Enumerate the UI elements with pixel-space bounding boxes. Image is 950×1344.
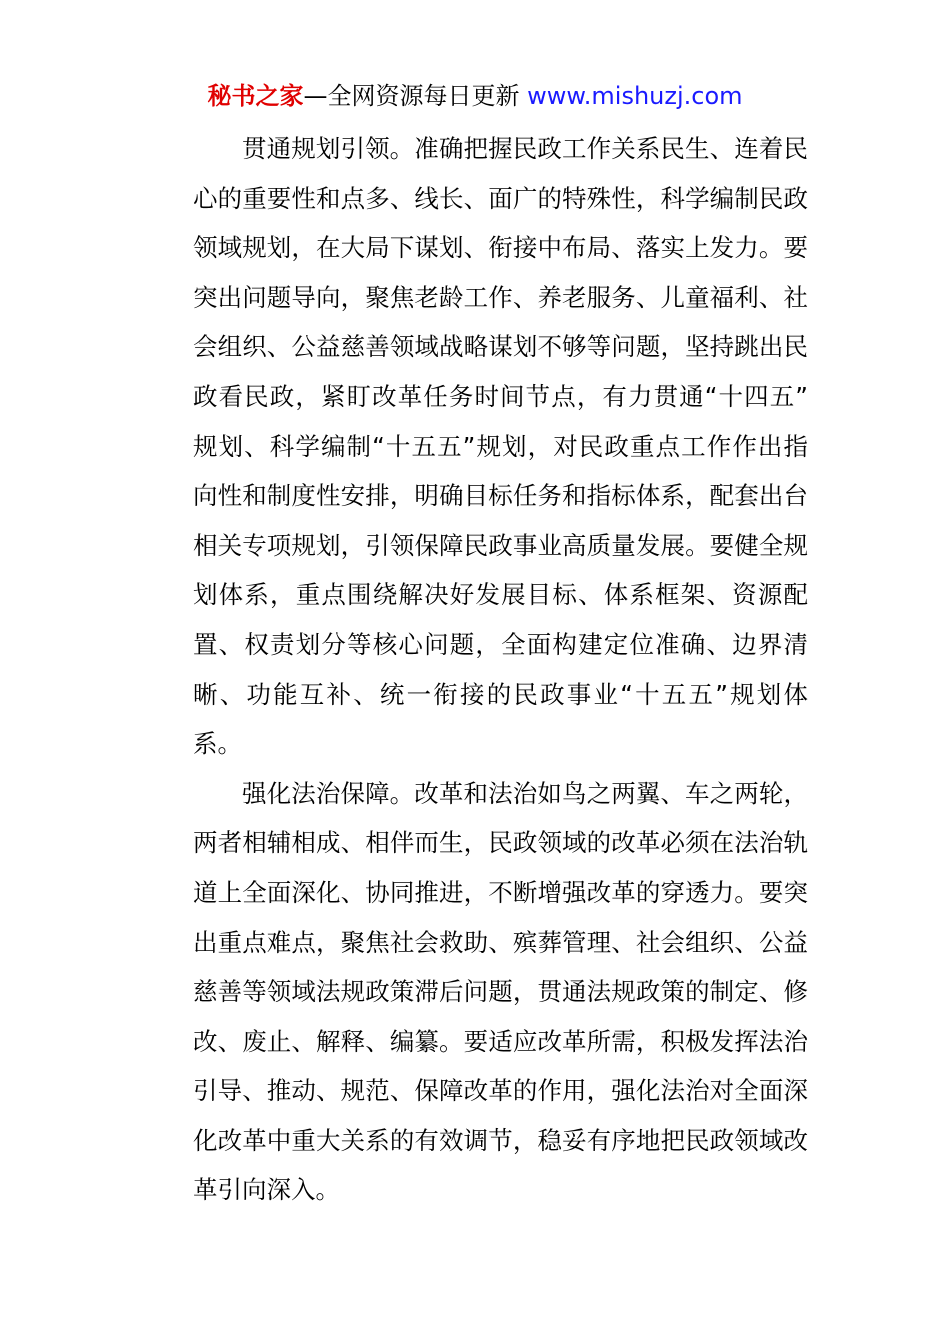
text-line: 心的重要性和点多、线长、面广的特殊性，科学编制民政 (193, 183, 808, 213)
paragraph-planning (144, 124, 808, 769)
text-line: 道上全面深化、协同推进，不断增强改革的穿透力。要突 (193, 877, 808, 907)
text-line: 引导、推动、规范、保障改革的作用，强化法治对全面深 (193, 1076, 808, 1106)
text-line: 向性和制度性安排，明确目标任务和指标体系，配套出台 (193, 481, 808, 511)
text-line: 会组织、公益慈善领域战略谋划不够等问题，坚持跳出民 (193, 332, 808, 362)
text-line: 政看民政，紧盯改革任务时间节点，有力贯通“十四五” (193, 381, 808, 411)
text-line: 化改革中重大关系的有效调节，稳妥有序地把民政领域改 (193, 1125, 808, 1155)
site-url-link[interactable]: www.mishuzj.com (527, 82, 743, 110)
brand-name: 秘书之家 (207, 82, 304, 110)
text-line: 相关专项规划，引领保障民政事业高质量发展。要健全规 (193, 530, 808, 560)
text-line: 置、权责划分等核心问题，全面构建定位准确、边界清 (193, 629, 808, 659)
text-line: 划体系，重点围绕解决好发展目标、体系框架、资源配 (193, 580, 808, 610)
text-line: 强化法治保障。改革和法治如鸟之两翼、车之两轮， (242, 778, 808, 808)
text-line: 改、废止、解释、编纂。要适应改革所需，积极发挥法治 (193, 1026, 808, 1056)
document-body (144, 124, 808, 1215)
header-tagline: —全网资源每日更新 (303, 82, 528, 110)
text-line: 革引向深入。 (193, 1175, 340, 1205)
text-line: 系。 (193, 729, 242, 759)
text-line: 规划、科学编制“十五五”规划，对民政重点工作作出指 (193, 431, 808, 461)
text-line: 突出问题导向，聚焦老龄工作、养老服务、儿童福利、社 (193, 282, 808, 312)
text-line: 贯通规划引领。准确把握民政工作关系民生、连着民 (242, 134, 808, 163)
text-line: 领域规划，在大局下谋划、衔接中布局、落实上发力。要 (193, 233, 808, 263)
paragraph-rule-of-law (144, 769, 808, 1215)
text-line: 慈善等领域法规政策滞后问题，贯通法规政策的制定、修 (193, 977, 808, 1007)
text-line: 出重点难点，聚焦社会救助、殡葬管理、社会组织、公益 (193, 927, 808, 957)
text-line: 两者相辅相成、相伴而生，民政领域的改革必须在法治轨 (193, 828, 808, 858)
text-line: 晰、功能互补、统一衔接的民政事业“十五五”规划体 (193, 679, 808, 709)
page-header (0, 80, 950, 112)
